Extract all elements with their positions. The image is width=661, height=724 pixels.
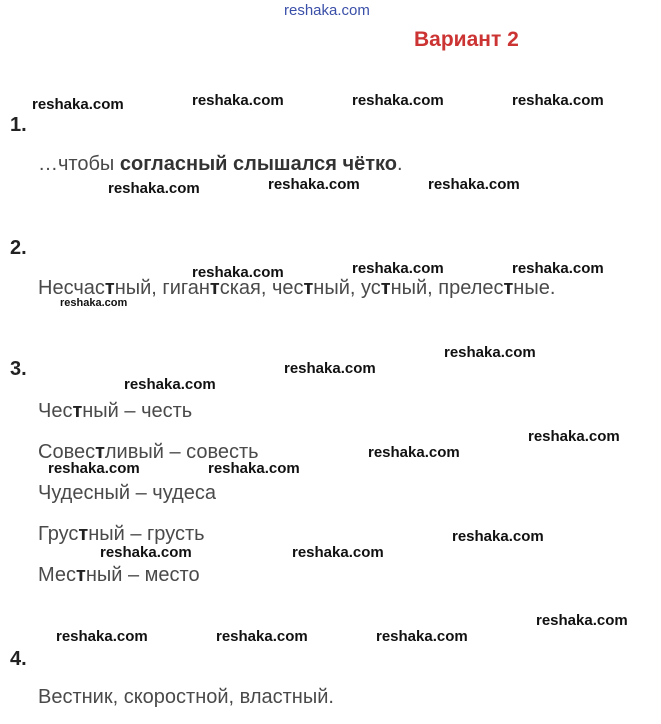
- watermark: reshaka.com: [536, 612, 628, 629]
- task-4-text: Вестник, скоростной, властный.: [38, 686, 334, 708]
- task-4-number: 4.: [10, 648, 27, 670]
- task-1-text: …чтобы согласный слышался чётко.: [38, 153, 403, 175]
- site-header-link[interactable]: reshaka.com: [284, 2, 370, 19]
- watermark: reshaka.com: [528, 428, 620, 445]
- task-2-number: 2.: [10, 237, 27, 259]
- task-3-pair: Чудесный – чудеса: [38, 482, 216, 504]
- watermark: reshaka.com: [352, 260, 444, 277]
- task-2-part: ный, ус: [313, 277, 381, 299]
- watermark: reshaka.com: [512, 92, 604, 109]
- watermark: reshaka.com: [56, 628, 148, 645]
- watermark: reshaka.com: [32, 96, 124, 113]
- watermark: reshaka.com: [444, 344, 536, 361]
- task-1-number: 1.: [10, 114, 27, 136]
- watermark: reshaka.com: [208, 460, 300, 477]
- watermark: reshaka.com: [368, 444, 460, 461]
- watermark: reshaka.com: [108, 180, 200, 197]
- watermark: reshaka.com: [428, 176, 520, 193]
- task-3-pair: Грустный – грусть: [38, 523, 205, 545]
- watermark: reshaka.com: [352, 92, 444, 109]
- task-2-part: Несчас: [38, 277, 105, 299]
- watermark: reshaka.com: [452, 528, 544, 545]
- variant-title: Вариант 2: [414, 28, 519, 51]
- task-2-part: т: [104, 277, 115, 299]
- task-2-part: т: [209, 277, 220, 299]
- watermark: reshaka.com: [124, 376, 216, 393]
- watermark: reshaka.com: [268, 176, 360, 193]
- task-2-part: ный, прелес: [390, 277, 504, 299]
- watermark: reshaka.com: [216, 628, 308, 645]
- watermark: reshaka.com: [192, 92, 284, 109]
- watermark: reshaka.com: [100, 544, 192, 561]
- watermark: reshaka.com: [376, 628, 468, 645]
- task-2-part: т: [380, 277, 391, 299]
- watermark: reshaka.com: [292, 544, 384, 561]
- watermark: reshaka.com: [512, 260, 604, 277]
- task-2-part: т: [303, 277, 314, 299]
- watermark: reshaka.com: [48, 460, 140, 477]
- task-2-part: ный, гиган: [114, 277, 210, 299]
- task-2-part: т: [503, 277, 514, 299]
- task-2-part: ные.: [513, 277, 556, 299]
- task-3-number: 3.: [10, 358, 27, 380]
- watermark: reshaka.com: [192, 264, 284, 281]
- task-3-pair: Совестливый – совесть: [38, 441, 259, 463]
- task-2-part: ская, чес: [219, 277, 304, 299]
- watermark: reshaka.com: [284, 360, 376, 377]
- watermark: reshaka.com: [60, 297, 128, 309]
- task-3-pair: Честный – честь: [38, 400, 193, 422]
- task-3-pair: Местный – место: [38, 564, 200, 586]
